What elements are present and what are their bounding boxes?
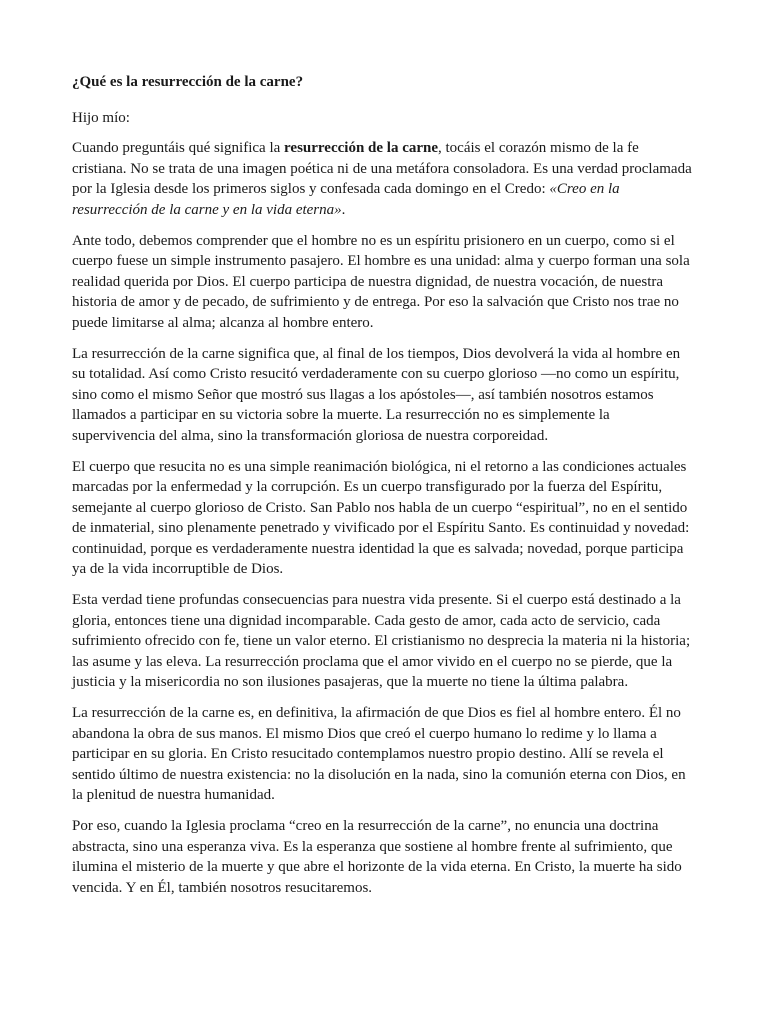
- paragraph-1-text-end: .: [341, 201, 346, 218]
- document-title: ¿Qué es la resurrección de la carne?: [72, 74, 304, 90]
- paragraph-7: Por eso, cuando la Iglesia proclama “creo en la resurrección de la carne”, no enuncia una doctrina abstracta, sino una esperanza viva. Es la esperanza que sostiene al hombre frente al sufrimiento, que ilumina el misterio de la muerte y que abre el horizonte de la vida eterna. En Cristo, la muerte ha sido vencida. Y en Él, también nosotros resucitaremos.: [72, 818, 682, 896]
- paragraph-3: La resurrección de la carne significa que, al final de los tiempos, Dios devolverá la vida al hombre en su totalidad. Así como Cristo resucitó verdaderamente con su cuerpo glorioso —no como un espíritu, sino como el mismo Señor que mostró sus llagas a los apóstoles—, así también nosotros estamos llamados a participar en su victoria sobre la muerte. La resurrección no es simplemente la supervivencia del alma, sino la transformación gloriosa de nuestra corporeidad.: [72, 345, 681, 444]
- paragraph-1-text-start: Cuando preguntáis qué significa la: [72, 140, 285, 157]
- paragraph-1-italic-quote: «Creo en la resurrección de la carne y en la vida eterna»: [72, 181, 620, 218]
- paragraph-1-bold-phrase: resurrección de la carne: [284, 140, 439, 157]
- paragraph-5: Esta verdad tiene profundas consecuencias para nuestra vida presente. Si el cuerpo está destinado a la gloria, entonces tiene una dignidad incomparable. Cada gesto de amor, cada acto de servicio, cada sufrimiento ofrecido con fe, tiene un valor eterno. El cristianismo no desprecia la materia ni la historia; las asume y las eleva. La resurrección proclama que el amor vivido en el cuerpo no se pierde, que la justicia y la misericordia no son ilusiones pasajeras, que la muerte no tiene la última palabra.: [72, 592, 691, 691]
- paragraph-6: La resurrección de la carne es, en definitiva, la afirmación de que Dios es fiel al hombre entero. Él no abandona la obra de sus manos. El mismo Dios que creó el cuerpo humano lo redime y lo llama a participar en su gloria. En Cristo resucitado contemplamos nuestro propio destino. Allí se revela el sentido último de nuestra existencia: no la disolución en la nada, sino la comunión eterna con Dios, en la plenitud de nuestra humanidad.: [72, 705, 686, 804]
- paragraph-4: El cuerpo que resucita no es una simple reanimación biológica, ni el retorno a las condiciones actuales marcadas por la enfermedad y la corrupción. Es un cuerpo transfigurado por la fuerza del Espíritu, semejante al cuerpo glorioso de Cristo. San Pablo nos habla de un cuerpo “espiritual”, no en el sentido de inmaterial, sino plenamente penetrado y vivificado por el Espíritu Santo. Es continuidad y novedad: continuidad, porque es verdaderamente nuestra identidad la que es salvada; novedad, porque participa ya de la vida incorruptible de Dios.: [72, 458, 690, 578]
- paragraph-1: [72, 138, 696, 220]
- greeting: Hijo mío:: [72, 109, 130, 126]
- paragraph-2: Ante todo, debemos comprender que el hombre no es un espíritu prisionero en un cuerpo, como si el cuerpo fuese un simple instrumento pasajero. El hombre es una unidad: alma y cuerpo forman una sola realidad querida por Dios. El cuerpo participa de nuestra dignidad, de nuestra vocación, de nuestra historia de amor y de pecado, de sufrimiento y de entrega. Por eso la salvación que Cristo nos trae no puede limitarse al alma; alcanza al hombre entero.: [72, 232, 690, 331]
- document-body: [72, 72, 696, 908]
- paragraph-1-text-middle: , tocáis el corazón mismo de la fe cristiana. No se trata de una imagen poética ni de una metáfora consoladora. Es una verdad proclamada por la Iglesia desde los primeros siglos y confesada cada domingo en el Credo:: [72, 140, 692, 198]
